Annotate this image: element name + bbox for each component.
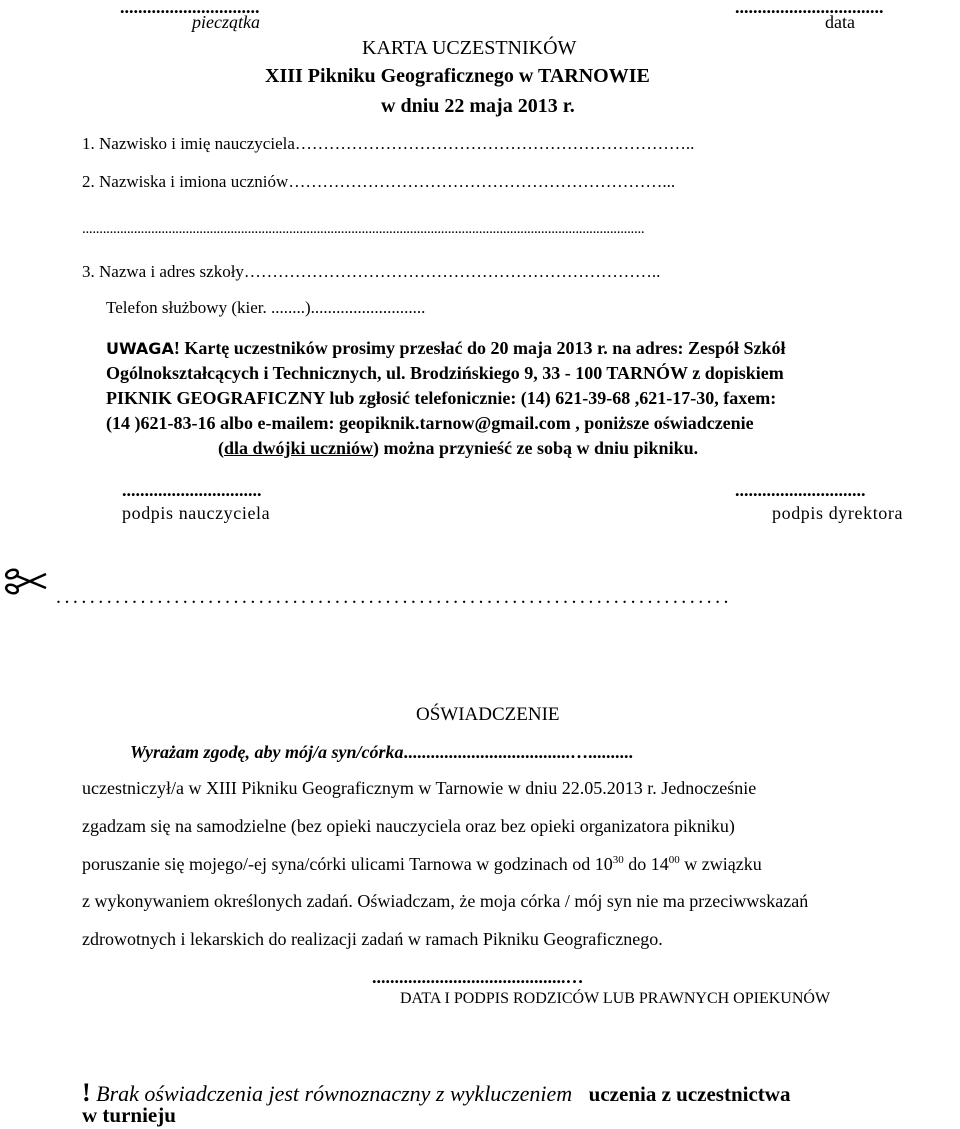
warning-italic: Brak oświadczenia jest równoznaczny z wykluczeniem [90, 1081, 573, 1106]
notice-line-5 [218, 438, 698, 459]
declaration-p3-a: poruszanie się mojego/-ej syna/córki ulicami Tarnowa w godzinach od 10 [82, 854, 613, 874]
declaration-consent-dots[interactable]: .....................................….......... [403, 742, 633, 762]
notice-line-5-rest: ) można przynieść ze sobą w dniu pikniku. [373, 438, 699, 458]
field-teacher-label: 1. Nazwisko i imię nauczyciela [82, 134, 295, 153]
notice-line-3: PIKNIK GEOGRAFICZNY lub zgłosić telefonicznie: (14) 621-39-68 ,621-17-30, faxem: [106, 388, 777, 408]
parent-signature-label: DATA I PODPIS RODZICÓW LUB PRAWNYCH OPIEKUNÓW [400, 990, 831, 1007]
declaration-p3-b: do 14 [623, 854, 669, 874]
field-teacher [82, 134, 694, 154]
notice-line-2-a: Ogólnokształcących i Technicznych, ul. [106, 363, 411, 383]
teacher-signature-dots[interactable]: ............................... [122, 480, 262, 500]
declaration-p3 [82, 853, 762, 875]
parent-signature-dots[interactable]: ...........................................… [372, 967, 584, 987]
warning-line-2: w turnieju [82, 1103, 176, 1127]
warning-bold: uczenia z uczestnictwa [588, 1082, 791, 1106]
declaration-p2: zgadzam się na samodzielne (bez opieki nauczyciela oraz bez opieki organizatora pikniku) [82, 816, 735, 836]
field-school [82, 262, 660, 282]
field-phone [106, 298, 425, 318]
field-school-fill[interactable]: ……………………………………………………………….. [243, 262, 661, 281]
title-line-2: XIII Pikniku Geograficznego w TARNOWIE [265, 65, 650, 87]
declaration-p5: zdrowotnych i lekarskich do realizacji zadań w ramach Pikniku Geograficznego. [82, 929, 663, 949]
title-line-1: KARTA UCZESTNIKÓW [362, 37, 577, 59]
title-line-3: w dniu 22 maja 2013 r. [381, 95, 575, 117]
field-phone-fill[interactable]: ........................... [310, 298, 426, 317]
director-signature-dots[interactable]: ............................. [735, 480, 866, 500]
teacher-signature-label: podpis nauczyciela [122, 503, 271, 523]
notice-line-4: (14 )621-83-16 albo e-mailem: geopiknik.tarnow@gmail.com , poniższe oświadczenie [106, 413, 754, 433]
cut-line: ................................................................................ [56, 586, 732, 608]
field-school-label: 3. Nazwa i adres szkoły [82, 262, 244, 281]
notice-line-2 [106, 363, 784, 384]
stamp-label: pieczątka [192, 12, 260, 32]
field-students-fill[interactable]: …………………………………………………………... [288, 172, 676, 191]
notice-line-2-b: Brodzińskiego 9, 33 - 100 TARNÓW z dopiskiem [410, 363, 784, 383]
declaration-p1: uczestniczył/a w XIII Pikniku Geograficznym w Tarnowie w dniu 22.05.2013 r. Jednocześnie [82, 778, 757, 798]
notice-underlined: dla dwójki uczniów [224, 438, 374, 458]
notice-line-5-open: ( [218, 438, 224, 458]
field-students [82, 172, 675, 192]
notice-line-1 [106, 338, 785, 359]
declaration-p3-sup1: 30 [612, 854, 624, 866]
field-teacher-fill[interactable]: …………………………………………………………….. [294, 134, 695, 153]
warning-mark: ! [82, 1078, 91, 1107]
field-students-extra[interactable]: ................................................................................................................................................................... [82, 221, 645, 237]
declaration-p3-c: w związku [679, 854, 762, 874]
field-phone-label: Telefon służbowy (kier. ........) [106, 298, 311, 317]
date-dots: ................................. [735, 0, 884, 17]
stamp-dots: ............................... [120, 0, 260, 17]
declaration-p3-sup2: 00 [668, 854, 680, 866]
warning-line-1 [82, 1078, 790, 1108]
notice-line-1-rest: ! Kartę uczestników prosimy przesłać do 20 maja 2013 r. na adres: Zespół Szkół [173, 338, 786, 358]
field-students-label: 2. Nazwiska i imiona uczniów [82, 172, 289, 191]
scissors-icon [4, 562, 48, 603]
declaration-title: OŚWIADCZENIE [416, 704, 560, 725]
director-signature-label: podpis dyrektora [772, 503, 904, 523]
declaration-consent [130, 742, 633, 763]
declaration-consent-text: Wyrażam zgodę, aby mój/a syn/córka [130, 742, 404, 762]
date-label: data [825, 12, 855, 32]
declaration-p4: z wykonywaniem określonych zadań. Oświadczam, że moja córka / mój syn nie ma przeciwwskazań [82, 891, 809, 911]
notice-uwaga: UWAGA [106, 339, 174, 358]
